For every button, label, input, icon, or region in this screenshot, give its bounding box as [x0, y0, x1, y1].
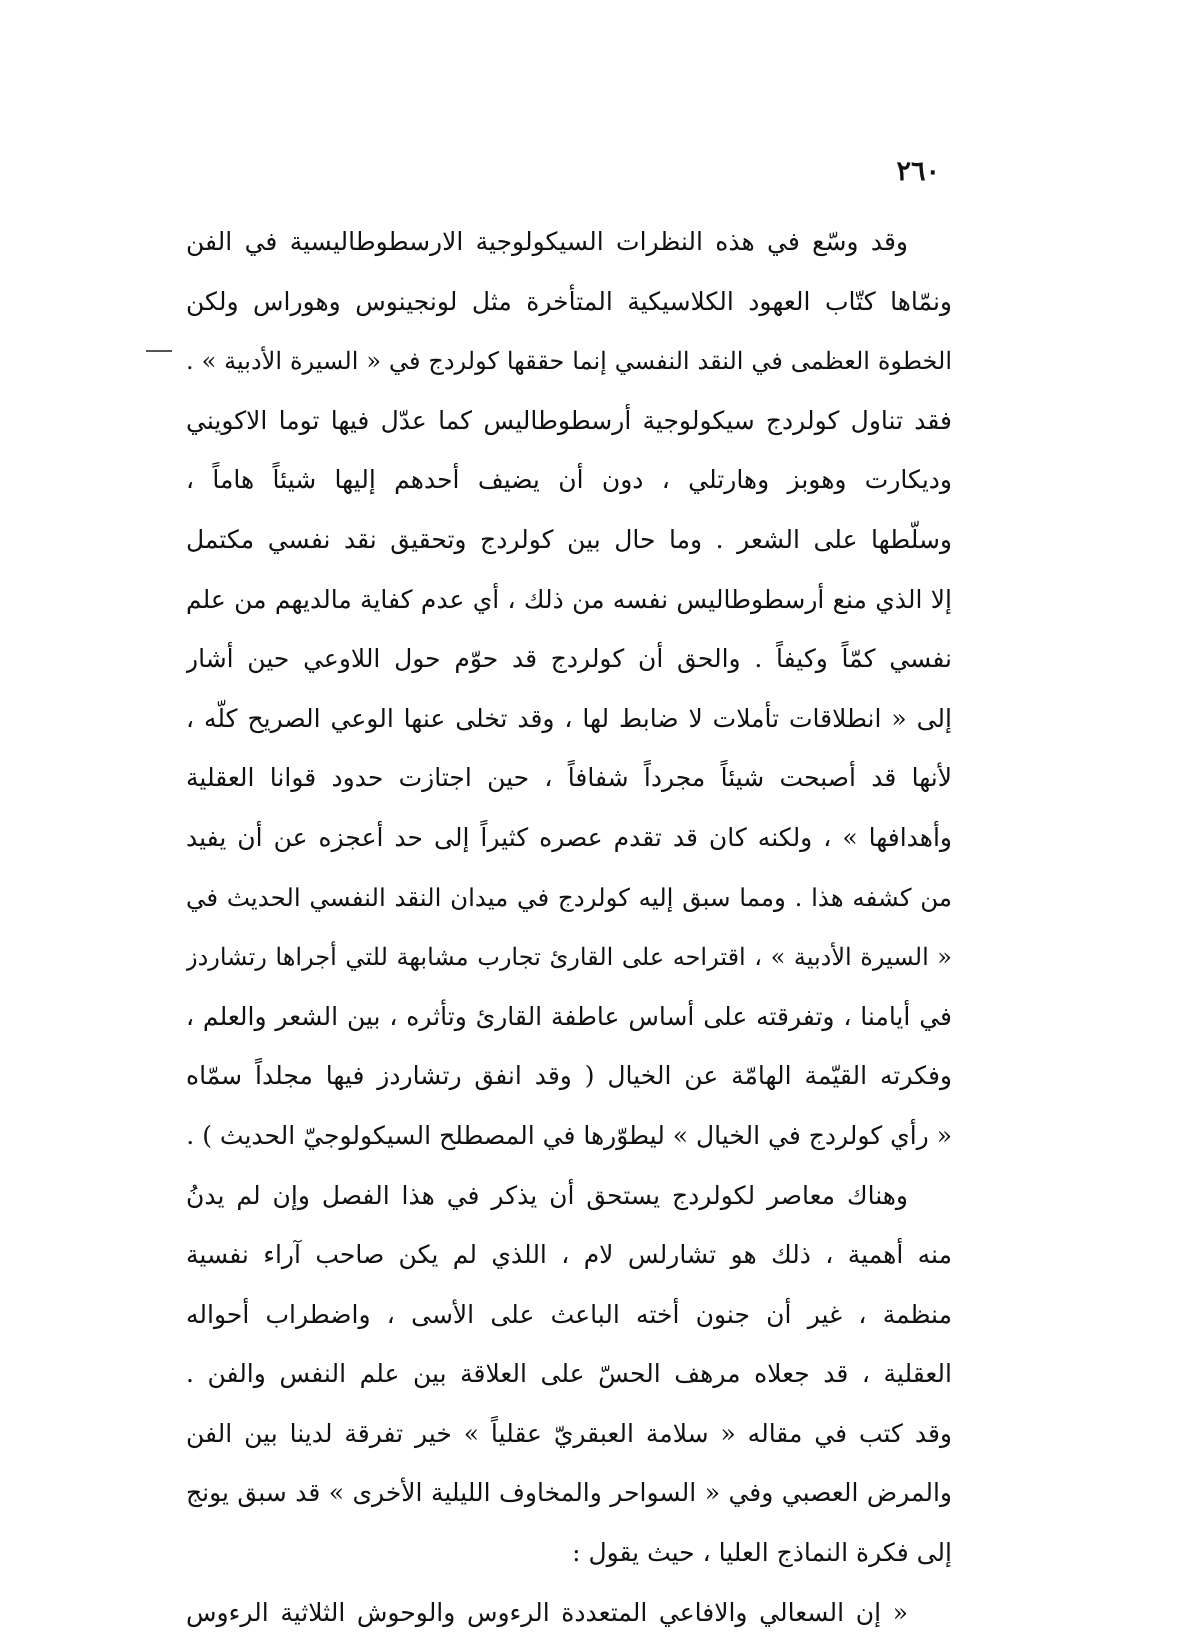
text-line: إلى « انطلاقات تأملات لا ضابط لها ، وقد تخلى عنها الوعي الصريح كلّه ،	[186, 703, 952, 733]
text-line: ونمّاها كتّاب العهود الكلاسيكية المتأخرة مثل لونجينوس وهوراس ولكن	[186, 286, 952, 316]
text-line: وقد كتب في مقاله « سلامة العبقريّ عقلياً » خير تفرقة لدينا بين الفن	[186, 1418, 952, 1448]
text-line: والمرض العصبي وفي « السواحر والمخاوف الليلية الأخرى » قد سبق يونج	[186, 1478, 952, 1508]
text-line: الخطوة العظمى في النقد النفسي إنما حققها كولردج في « السيرة الأدبية » .	[186, 347, 952, 376]
margin-mark	[146, 350, 172, 352]
body-text	[186, 220, 952, 1650]
text-line: « إن السعالي والافاعي المتعددة الرءوس والوحوش الثلاثية الرءوس	[186, 1597, 908, 1627]
text-line: وفكرته القيّمة الهامّة عن الخيال ( وقد انفق رتشاردز فيها مجلداً سمّاه	[186, 1061, 952, 1091]
text-line: منظمة ، غير أن جنون أخته الباعث على الأسى ، واضطراب أحواله	[186, 1299, 952, 1329]
text-line: فقد تناول كولردج سيكولوجية أرسطوطاليس كما عدّل فيها توما الاكويني	[186, 405, 952, 435]
text-line: منه أهمية ، ذلك هو تشارلس لام ، اللذي لم يكن صاحب آراء نفسية	[186, 1240, 952, 1270]
text-line: لأنها قد أصبحت شيئاً مجرداً شفافاً ، حين اجتازت حدود قوانا العقلية	[186, 763, 952, 793]
text-line: وقد وسّع في هذه النظرات السيكولوجية الارسطوطاليسية في الفن	[186, 227, 908, 256]
text-line: وديكارت وهوبز وهارتلي ، دون أن يضيف أحدهم إليها شيئاً هاماً ،	[186, 465, 952, 495]
text-line: وأهدافها » ، ولكنه كان قد تقدم عصره كثيراً إلى حد أعجزه عن أن يفيد	[186, 822, 952, 852]
text-line: « رأي كولردج في الخيال » ليطوّرها في المصطلح السيكولوجيّ الحديث ) .	[186, 1120, 952, 1150]
text-line: نفسي كمّاً وكيفاً . والحق أن كولردج قد حوّم حول اللاوعي حين أشار	[186, 644, 952, 674]
text-line: وسلّطها على الشعر . وما حال بين كولردج وتحقيق نقد نفسي مكتمل	[186, 524, 952, 554]
text-line: إلا الذي منع أرسطوطاليس نفسه من ذلك ، أي عدم كفاية مالديهم من علم	[186, 584, 952, 614]
page-number: ٢٦٠	[896, 156, 940, 187]
text-line: « السيرة الأدبية » ، اقتراحه على القارئ تجارب مشابهة للتي أجراها رتشاردز	[186, 943, 952, 972]
text-line: وهناك معاصر لكولردج يستحق أن يذكر في هذا الفصل وإن لم يدنُ	[186, 1180, 908, 1210]
text-line: العقلية ، قد جعلاه مرهف الحسّ على العلاقة بين علم النفس والفن .	[186, 1359, 952, 1389]
text-line: إلى فكرة النماذج العليا ، حيث يقول :	[572, 1538, 952, 1568]
text-line: من كشفه هذا . ومما سبق إليه كولردج في ميدان النقد النفسي الحديث في	[186, 882, 952, 912]
text-line: في أيامنا ، وتفرقته على أساس عاطفة القارئ وتأثره ، بين الشعر والعلم ،	[186, 1001, 952, 1031]
